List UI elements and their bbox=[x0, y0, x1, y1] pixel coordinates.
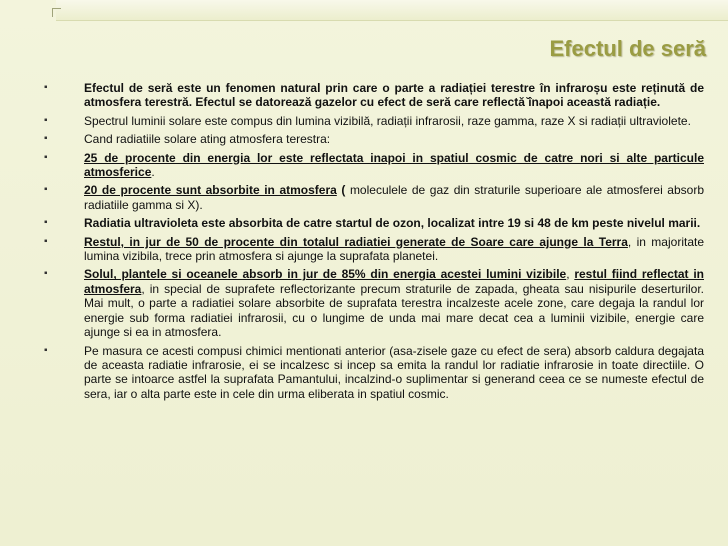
bullet-item bbox=[38, 132, 704, 146]
slide-title: Efectul de seră bbox=[549, 36, 706, 61]
bullet-text: Restul, in jur de 50 de procente din totalul radiatiei generate de Soare care ajunge la Terra bbox=[84, 234, 628, 249]
bullet-item bbox=[38, 344, 704, 402]
top-bar bbox=[56, 0, 728, 21]
corner-ornament bbox=[52, 8, 61, 17]
bullet-icon: ▪ bbox=[44, 82, 48, 93]
bullet-item bbox=[38, 267, 704, 339]
bullet-item bbox=[38, 81, 704, 110]
bullet-text: Pe masura ce acesti compusi chimici mentionati anterior (asa-zisele gaze cu efect de sera) absorb caldura degajata de aceasta radiatie infrarosie, ei se incalzesc si incep sa emita la randul lor radiatie infrarosie in toate directiile. O parte se intoarce astfel la suprafata Pamantului, incalzind-o suplimentar si generand ceea ce se numeste efectul de sera, iar o alta parte este in cele din urma eliberata in spatiul cosmic. bbox=[84, 343, 704, 401]
bullet-icon: ▪ bbox=[44, 344, 48, 356]
bullet-text: , in special de suprafete reflectorizante precum straturile de zapada, gheata sau nisipurile deserturilor. Mai mult, o parte a radiatiei solare absorbite de suprafata terestra incalzeste acele zone, care degaja la randul lor energie sub forma radiatiei infrarosii, cu o lungime de unda mai mare decat cea a luminii vizibile, energie care ajunge si ea in atmosfera. bbox=[84, 281, 704, 340]
bullet-icon: ▪ bbox=[44, 268, 48, 280]
bullet-text: Efectul de seră este un fenomen natural prin care o parte a radiației terestre în infraroșu este reținută de atmosfera terestră. Efectul se datorează gazelor cu efect de seră care reflectă ̆înapoi această radiație. bbox=[84, 81, 704, 110]
bullet-text: 20 de procente sunt absorbite in atmosfera bbox=[84, 183, 337, 198]
bullet-text: Spectrul luminii solare este compus din lumina vizibilă, radiații infrarosii, raze gamma, raze X si radiații ultraviolete. bbox=[84, 113, 691, 128]
bullet-text: restul fiind reflectat in atmosfera bbox=[84, 267, 704, 296]
bullet-item bbox=[38, 183, 704, 212]
bullet-text: Radiatia ultravioleta este absorbita de catre startul de ozon, localizat intre 19 si 48 de km peste nivelul marii. bbox=[84, 216, 701, 231]
bullet-text: moleculele de gaz din straturile superioare ale atmosferei absorb radiatiile gamma si X). bbox=[84, 183, 704, 212]
bullet-text: Cand radiatiile solare ating atmosfera terestra: bbox=[84, 132, 331, 147]
bullet-icon: ▪ bbox=[44, 114, 48, 126]
bullet-text: 25 de procente din energia lor este reflectata inapoi in spatiul cosmic de catre nori si alte particule atmosferice bbox=[84, 150, 704, 180]
bullet-icon: ▪ bbox=[44, 217, 48, 229]
bullet-text: Solul, plantele si oceanele absorb in jur de 85% din energia acestei lumini vizibile bbox=[84, 267, 567, 282]
bullet-icon: ▪ bbox=[44, 133, 48, 145]
bullet-item bbox=[38, 216, 704, 230]
bullet-icon: ▪ bbox=[44, 235, 48, 247]
bullet-item bbox=[38, 151, 704, 180]
bullet-item bbox=[38, 114, 704, 128]
bullet-icon: ▪ bbox=[44, 184, 48, 196]
bullet-icon: ▪ bbox=[44, 151, 48, 163]
bullet-list bbox=[38, 81, 704, 405]
bullet-item bbox=[38, 235, 704, 264]
bullet-text: . bbox=[151, 165, 155, 180]
bullet-text: , in majoritate lumina vizibila, trece prin atmosfera si ajunge la suprafata planetei. bbox=[84, 234, 704, 264]
bullet-text: ( bbox=[336, 183, 350, 198]
bullet-text: , bbox=[566, 267, 575, 282]
